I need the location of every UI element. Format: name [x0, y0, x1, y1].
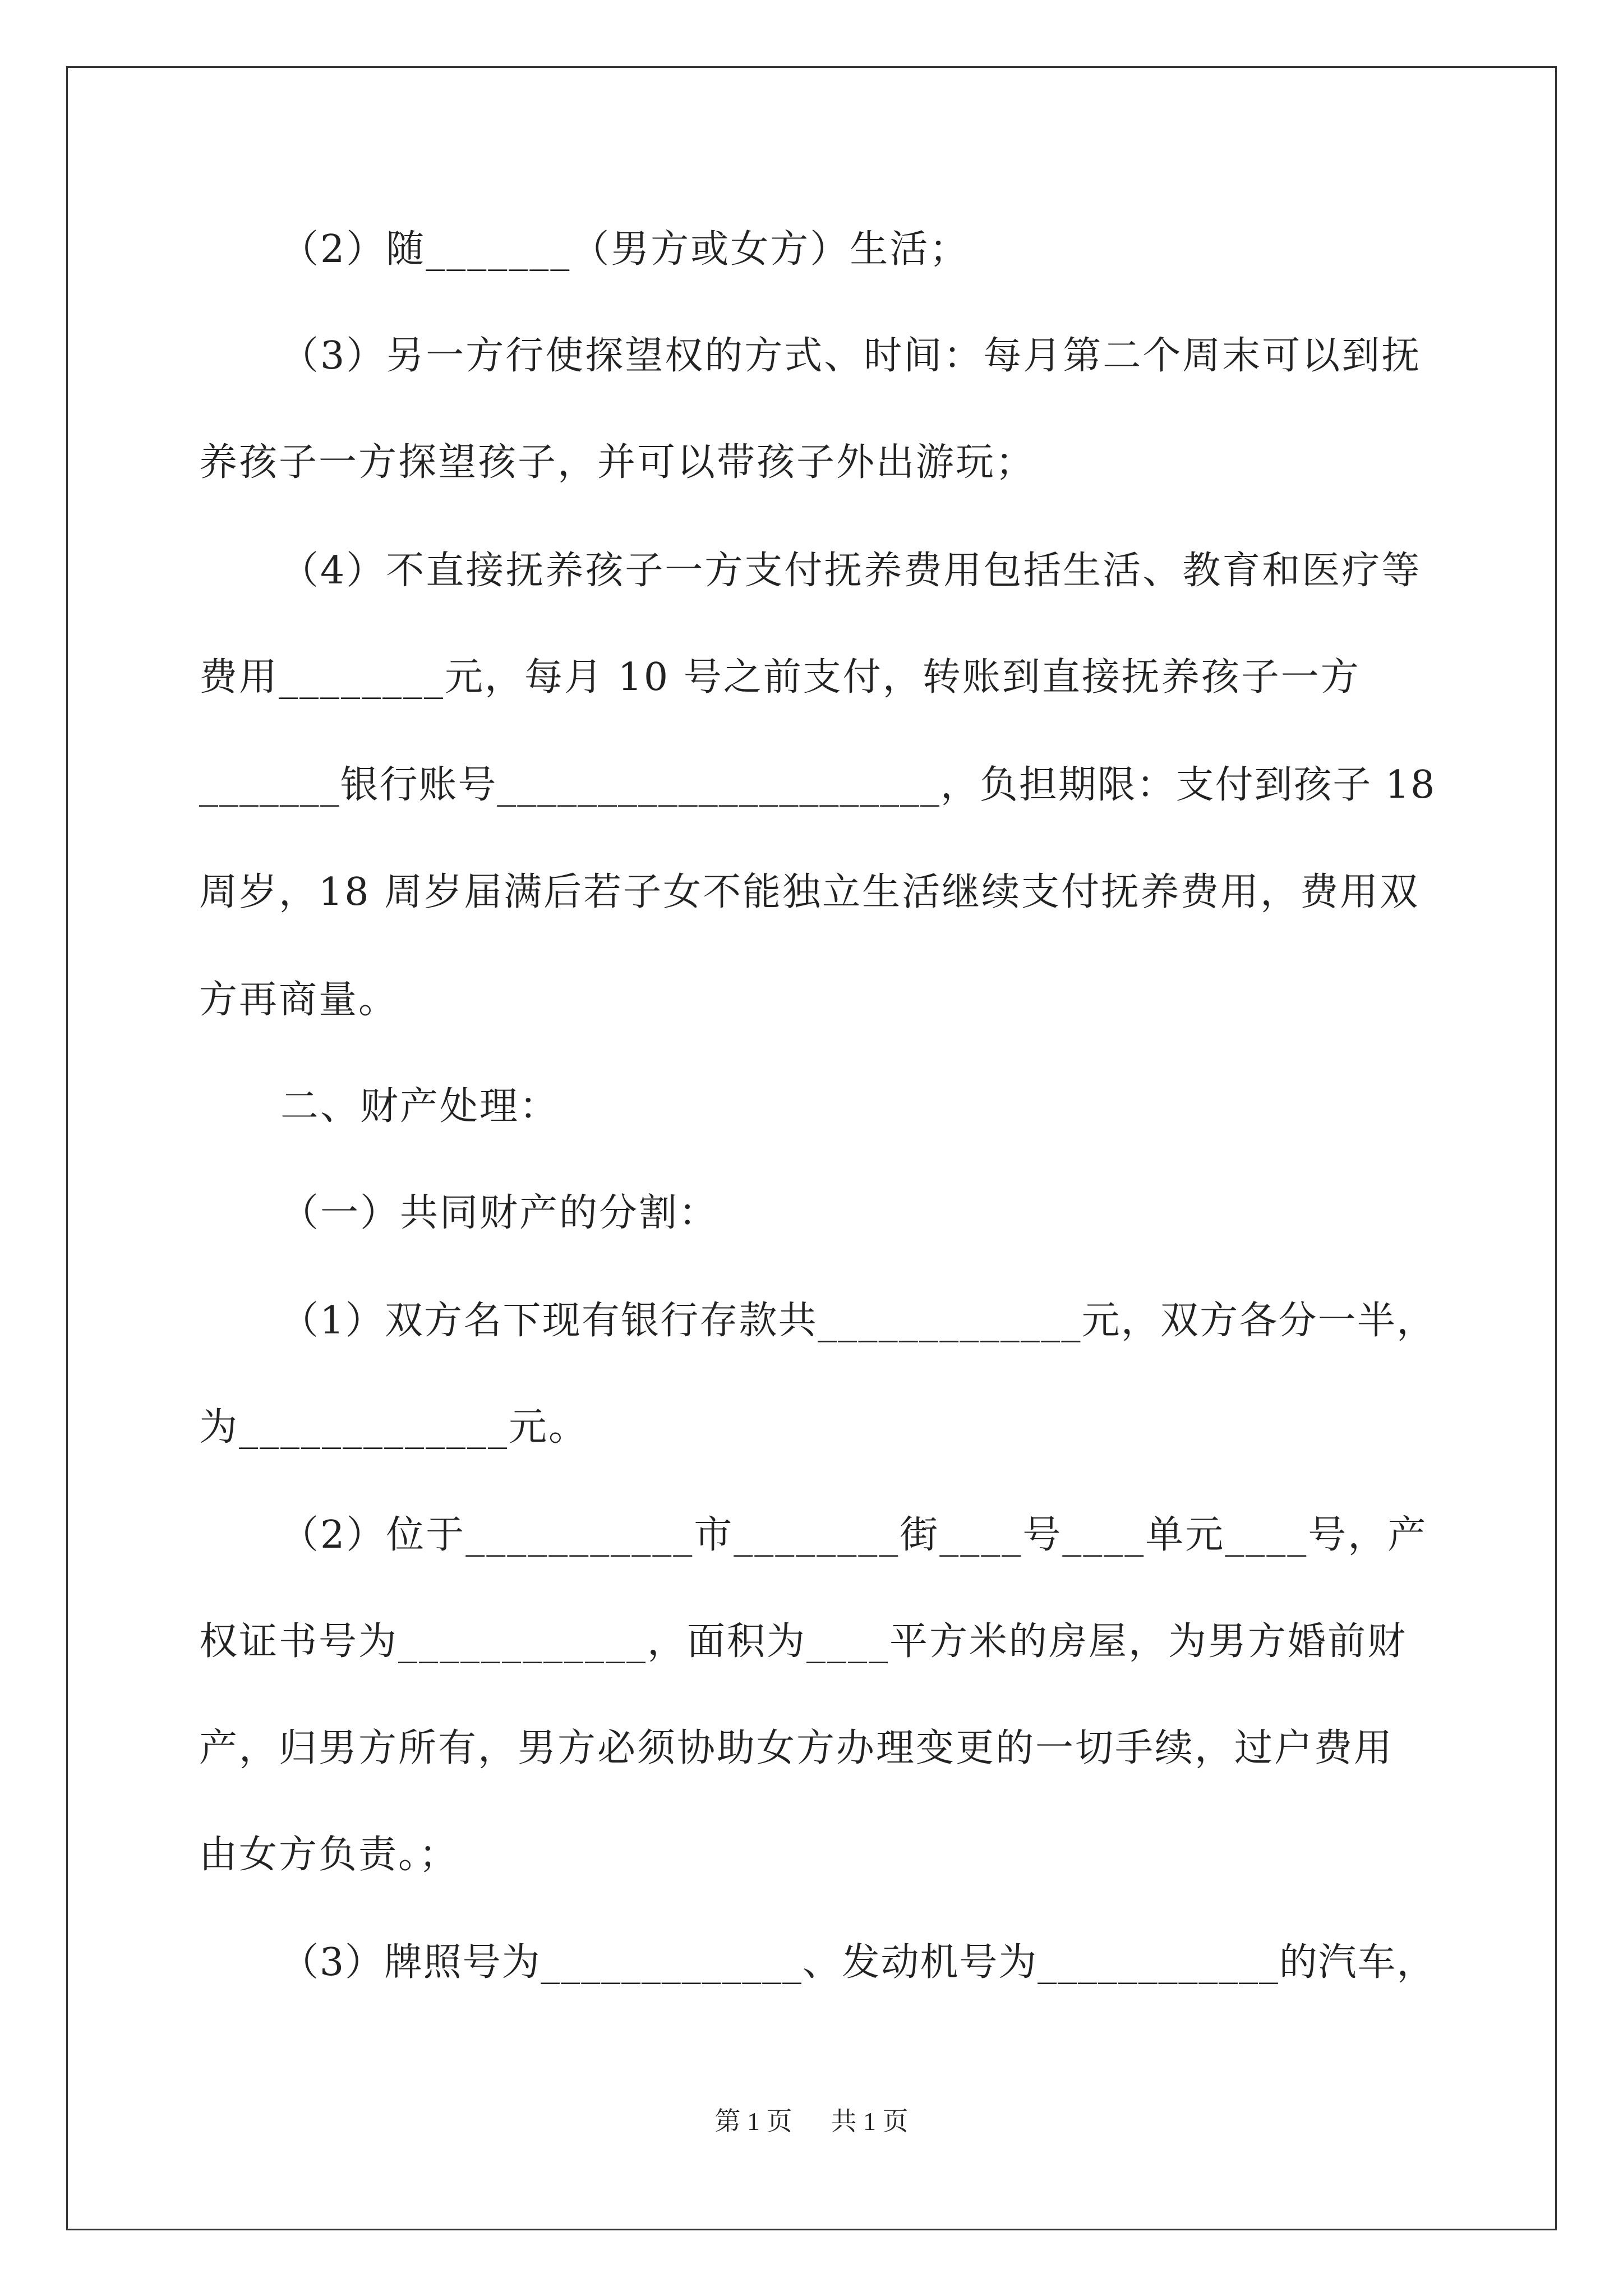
- paragraph-line: （3）牌照号为_____________、发动机号为____________的汽车，: [280, 1940, 1436, 1985]
- paragraph-line: 方再商量。: [199, 978, 399, 1022]
- subsection-heading: （一）共同财产的分割：: [280, 1191, 719, 1235]
- page-border: [66, 66, 1557, 2230]
- paragraph-line: 为_____________元。: [199, 1405, 589, 1450]
- page-number-current: 第 1 页: [714, 2107, 792, 2136]
- section-heading: 二、财产处理：: [280, 1084, 560, 1129]
- paragraph-line: （4）不直接抚养孩子一方支付抚养费用包括生活、教育和医疗等: [280, 549, 1422, 593]
- paragraph-line: 权证书号为____________，面积为____平方米的房屋，为男方婚前财: [199, 1619, 1408, 1664]
- paragraph-line: （2）位于___________市________街____号____单元____号，产: [280, 1513, 1428, 1557]
- paragraph-line: _______银行账号______________________，负担期限：支付到孩子 18: [199, 763, 1436, 807]
- paragraph-line: 由女方负责。；: [199, 1833, 459, 1877]
- paragraph-line: （1）双方名下现有银行存款共_____________元，双方各分一半，: [280, 1299, 1436, 1343]
- paragraph-line: 费用________元，每月 10 号之前支付，转账到直接抚养孩子一方: [199, 655, 1361, 700]
- paragraph-line: 周岁，18 周岁届满后若子女不能独立生活继续支付抚养费用，费用双: [199, 870, 1420, 914]
- paragraph-line: （2）随_______（男方或女方）生活；: [280, 227, 970, 272]
- paragraph-line: （3）另一方行使探望权的方式、时间：每月第二个周末可以到抚: [280, 334, 1422, 378]
- paragraph-line: 养孩子一方探望孩子，并可以带孩子外出游玩；: [199, 440, 1036, 485]
- page-number-total: 共 1 页: [831, 2107, 909, 2136]
- paragraph-line: 产，归男方所有，男方必须协助女方办理变更的一切手续，过户费用: [199, 1726, 1394, 1770]
- page-footer: [0, 2105, 1623, 2138]
